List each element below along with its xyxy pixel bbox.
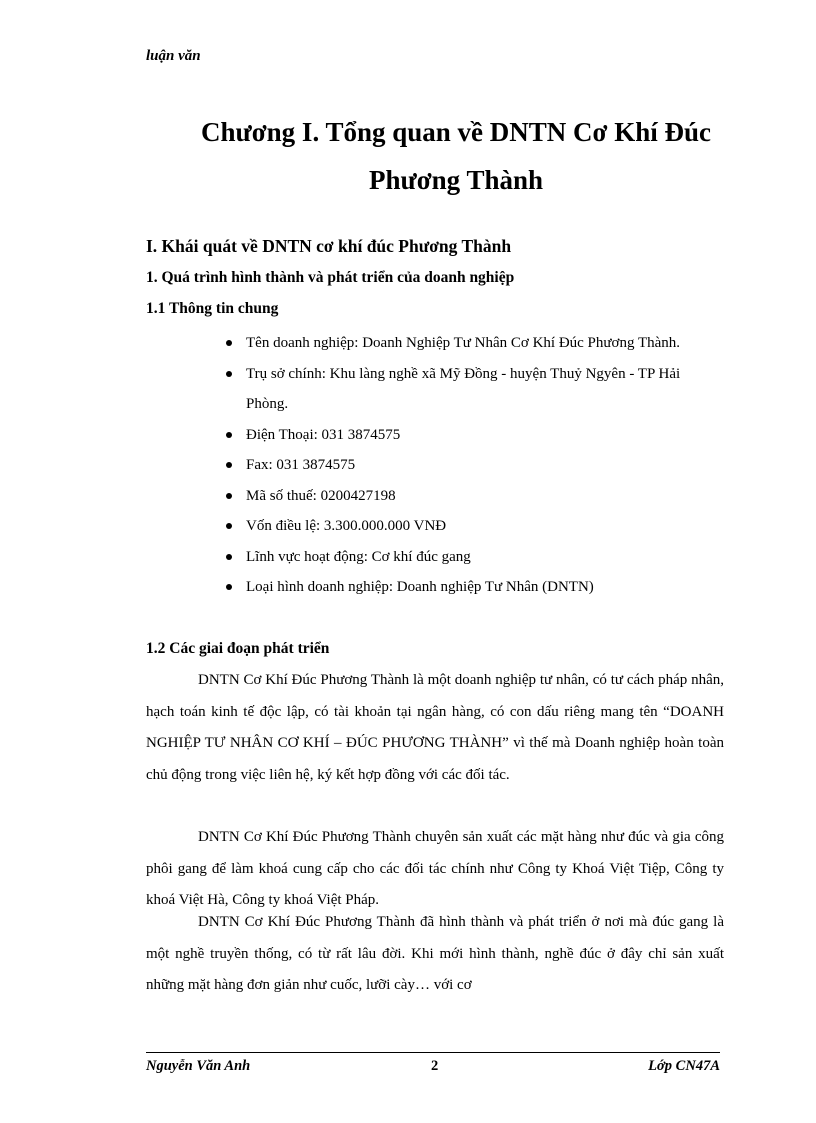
bullet-icon — [226, 493, 232, 499]
development-stages-heading: 1.2 Các giai đoạn phát triển — [146, 640, 330, 657]
list-item-text: Điện Thoại: 031 3874575 — [246, 426, 401, 443]
body-paragraph: DNTN Cơ Khí Đúc Phương Thành đã hình thành và phát triển ở nơi mà đúc gang là một nghề truyền thống, có từ rất lâu đời. Khi mới hình thành, nghề đúc ở đây chỉ sản xuất những mặt hàng đơn giản như cuốc, lưỡi cày… với cơ — [146, 914, 724, 993]
list-item — [220, 359, 725, 420]
list-item-text: Lĩnh vực hoạt động: Cơ khí đúc gang — [246, 548, 471, 565]
general-info-list — [220, 328, 725, 603]
list-item — [220, 511, 725, 542]
page-number: 2 — [431, 1058, 439, 1074]
bullet-icon — [226, 340, 232, 346]
subsection-heading: 1. Quá trình hình thành và phát triển của doanh nghiệp — [146, 269, 515, 286]
bullet-icon — [226, 523, 232, 529]
list-item — [220, 328, 725, 359]
general-info-heading: 1.1 Thông tin chung — [146, 300, 279, 317]
list-item-text: Mã số thuế: 0200427198 — [246, 487, 396, 504]
list-item — [220, 542, 725, 573]
body-paragraph: DNTN Cơ Khí Đúc Phương Thành chuyên sản xuất các mặt hàng như đúc và gia công phôi gang để làm khoá cung cấp cho các đối tác chính như Công ty Khoá Việt Tiệp, Công ty khoá Việt Hà, Công ty khoá Việt Pháp. — [146, 829, 724, 908]
list-item-text: Tên doanh nghiệp: Doanh Nghiệp Tư Nhân Cơ Khí Đúc Phương Thành. — [246, 335, 681, 351]
chapter-title — [146, 108, 766, 204]
list-item — [220, 420, 725, 451]
section-heading: I. Khái quát về DNTN cơ khí đúc Phương Thành — [146, 236, 512, 256]
bullet-icon — [226, 432, 232, 438]
bullet-icon — [226, 554, 232, 560]
footer-author: Nguyễn Văn Anh — [146, 1058, 251, 1074]
list-item — [220, 450, 725, 481]
list-item-text: Vốn điều lệ: 3.300.000.000 VNĐ — [246, 518, 447, 534]
list-item-text: Trụ sở chính: Khu làng nghề xã Mỹ Đồng - huyện Thuỷ Ngyên - TP Hải Phòng. — [246, 365, 681, 412]
footer-divider — [146, 1052, 720, 1053]
bullet-icon — [226, 462, 232, 468]
list-item-text: Loại hình doanh nghiệp: Doanh nghiệp Tư Nhân (DNTN) — [246, 579, 594, 595]
list-item-text: Fax: 031 3874575 — [246, 457, 356, 473]
footer-class: Lớp CN47A — [648, 1058, 720, 1074]
chapter-title-line-1: Chương I. Tổng quan về DNTN Cơ Khí Đúc — [201, 117, 711, 147]
body-paragraph: DNTN Cơ Khí Đúc Phương Thành là một doanh nghiệp tư nhân, có tư cách pháp nhân, hạch toán kinh tế độc lập, có tài khoản tại ngân hàng, có con dấu riêng mang tên “DOANH NGHIỆP TƯ NHÂN CƠ KHÍ – ĐÚC PHƯƠNG THÀNH” vì thế mà Doanh nghiệp hoàn toàn chủ động trong việc liên hệ, ký kết hợp đồng với các đối tác. — [146, 672, 724, 783]
bullet-icon — [226, 371, 232, 377]
document-header-note: luận văn — [146, 48, 201, 64]
list-item — [220, 481, 725, 512]
list-item — [220, 572, 725, 603]
chapter-title-line-2: Phương Thành — [369, 165, 543, 195]
bullet-icon — [226, 584, 232, 590]
